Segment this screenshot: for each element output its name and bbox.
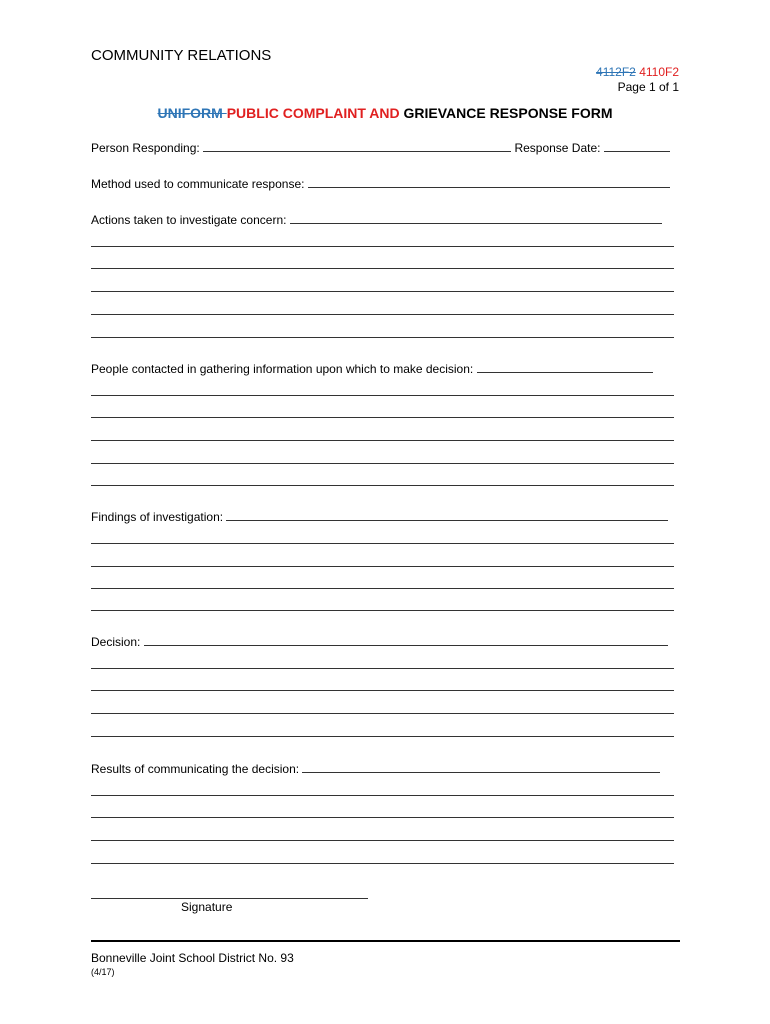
response-date-field[interactable] <box>604 140 670 152</box>
method-label: Method used to communicate response: <box>91 177 305 191</box>
actions-line[interactable] <box>91 291 674 292</box>
page-number: Page 1 of 1 <box>617 80 679 94</box>
findings-line[interactable] <box>91 566 674 567</box>
results-row <box>91 761 680 776</box>
person-responding-label: Person Responding: <box>91 141 200 155</box>
findings-line[interactable] <box>91 588 674 589</box>
footer-divider <box>91 940 680 942</box>
form-title <box>0 105 770 121</box>
actions-line[interactable] <box>91 268 674 269</box>
response-date-label: Response Date: <box>514 141 601 155</box>
results-line[interactable] <box>91 863 674 864</box>
people-field[interactable] <box>477 361 653 373</box>
findings-line[interactable] <box>91 543 674 544</box>
results-line[interactable] <box>91 795 674 796</box>
method-field[interactable] <box>308 176 670 188</box>
signature-label: Signature <box>181 900 233 914</box>
results-line[interactable] <box>91 840 674 841</box>
person-responding-row <box>91 140 680 155</box>
actions-line[interactable] <box>91 246 674 247</box>
findings-field[interactable] <box>226 509 668 521</box>
decision-line[interactable] <box>91 713 674 714</box>
person-responding-field[interactable] <box>203 140 511 152</box>
results-field[interactable] <box>302 761 660 773</box>
policy-code <box>596 65 679 79</box>
title-main-text: GRIEVANCE RESPONSE FORM <box>399 105 613 121</box>
findings-row <box>91 509 680 524</box>
section-header: COMMUNITY RELATIONS <box>91 47 272 64</box>
actions-line[interactable] <box>91 337 674 338</box>
district-name: Bonneville Joint School District No. 93 <box>91 951 294 965</box>
actions-label: Actions taken to investigate concern: <box>91 213 287 227</box>
people-line[interactable] <box>91 440 674 441</box>
people-line[interactable] <box>91 463 674 464</box>
actions-line[interactable] <box>91 314 674 315</box>
policy-code-new: 4110F2 <box>639 65 679 79</box>
results-label: Results of communicating the decision: <box>91 762 300 776</box>
decision-field[interactable] <box>144 634 668 646</box>
actions-row <box>91 212 680 227</box>
decision-line[interactable] <box>91 736 674 737</box>
signature-line[interactable] <box>91 898 368 899</box>
title-added-text: PUBLIC COMPLAINT AND <box>226 105 400 121</box>
revision-date: (4/17) <box>91 967 115 977</box>
findings-label: Findings of investigation: <box>91 510 224 524</box>
decision-line[interactable] <box>91 668 674 669</box>
people-line[interactable] <box>91 485 674 486</box>
actions-field[interactable] <box>290 212 662 224</box>
policy-code-old: 4112F2 <box>596 65 636 79</box>
findings-line[interactable] <box>91 610 674 611</box>
people-line[interactable] <box>91 417 674 418</box>
decision-label: Decision: <box>91 635 141 649</box>
people-line[interactable] <box>91 395 674 396</box>
results-line[interactable] <box>91 817 674 818</box>
title-struck-text: UNIFORM <box>157 105 227 121</box>
people-label: People contacted in gathering information upon which to make decision: <box>91 362 474 376</box>
decision-line[interactable] <box>91 690 674 691</box>
decision-row <box>91 634 680 649</box>
method-row <box>91 176 680 191</box>
people-row <box>91 361 680 376</box>
